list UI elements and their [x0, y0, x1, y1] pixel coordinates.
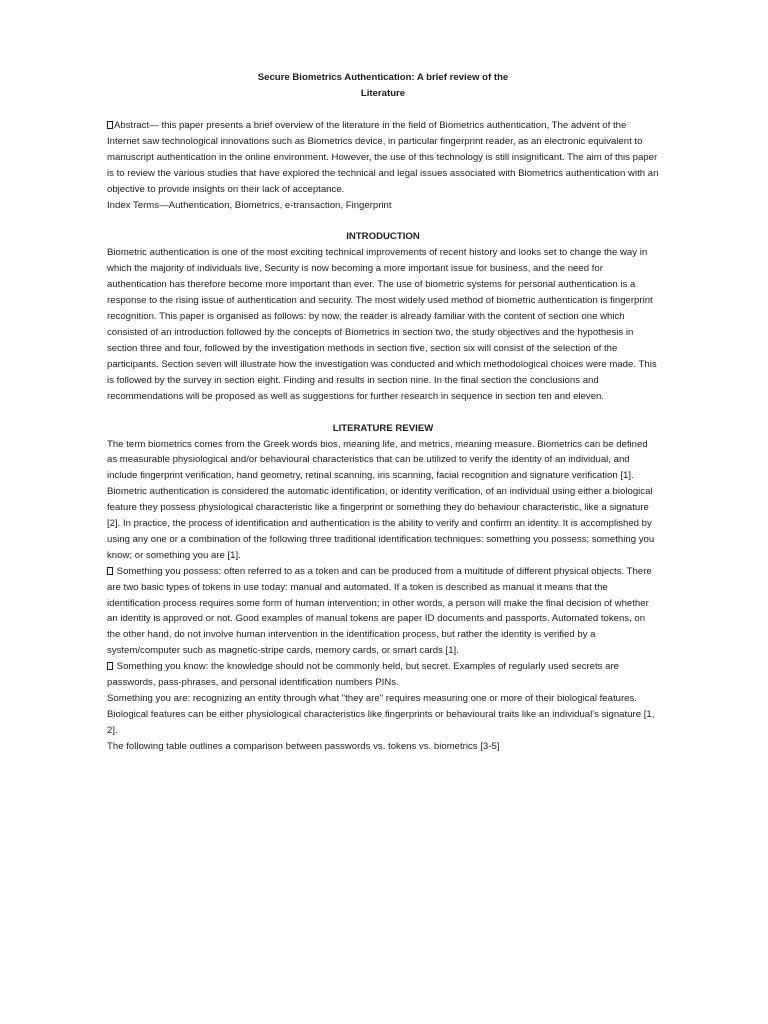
introduction-heading: INTRODUCTION [346, 231, 420, 243]
introduction-paragraph: Biometric authentication is one of the most exciting technical improvements of recent history and looks set to change the way in which the majority of individuals live, Security is now becoming a more important issue for business, and the need for authentication has therefore become more important than ever. The use of biometric systems for personal authentication is a response to the rising issue of authentication and security. The most widely used method of biometric authentication is fingerprint recognition. This paper is organised as follows: by now, the reader is already familiar with the content of section one which consisted of an introduction followed by the concepts of Biometrics in section two, the study objectives and the hypothesis in section three and four, followed by the investigation methods in section five, section six will consist of the selection of the participants. Section seven will illustrate how the investigation was conducted and which methodological choices were made. This is followed by the survey in section eight. Finding and results in section nine. In the final section the conclusions and recommendations will be proposed as well as suggestions for further research in sequence in section ten and eleven. [107, 247, 657, 402]
literature-review-paragraph: The term biometrics comes from the Greek words bios, meaning life, and metrics, meaning measure. Biometrics can be defined as measurable physiological and/or behavioural characteristics that can be utilized to verify the identity of an individual, and include fingerprint verification, hand geometry, retinal scanning, iris scanning, facial recognition and signature verification [1]. Biometric authentication is considered the automatic identification, or identity verification, of an individual using either a biological feature they possess physiological characteristic like a fingerprint or something they do behaviour characteristic, like a signature [2]. In practice, the process of identification and authentication is the ability to verify and confirm an identity. It is accomplished by using any one or a combination of the following three traditional identification techniques: something you possess; something you know; or something you are [1]. [107, 438, 655, 561]
document-page [107, 70, 659, 755]
missing-glyph-icon [107, 567, 113, 575]
something-you-know-item [107, 659, 659, 691]
something-you-know-text: Something you know: the knowledge should not be commonly held, but secret. Examples of regularly used secrets are passwords, pass-phrases, and personal identification numbers PINs. [107, 661, 620, 689]
paper-title-line-1: Secure Biometrics Authentication: A brief review of the [257, 72, 509, 83]
paper-title [107, 70, 659, 102]
something-you-possess-text: Something you possess: often referred to as a token and can be produced from a multitude of different physical objects. There are two basic types of tokens in use today: manual and automated. If a token is described as manual it means that the identification process requires some form of human intervention; in other words, a person will make the final decision of whether an identity is approved or not. Good examples of manual tokens are paper ID documents and passports. Automated tokens, on the other hand, do not involve human intervention in the identification process, but rather the identity is verified by a system/computer such as magnetic-stripe cards, memory cards, or smart cards [1]. [107, 565, 652, 657]
index-terms: Index Terms—Authentication, Biometrics, e-transaction, Fingerprint [107, 199, 392, 211]
missing-glyph-icon [107, 662, 113, 670]
biological-features-paragraph: Biological features can be either physiological characteristics like fingerprints or behavioural traits like an individual's signature [1, 2]. [107, 708, 655, 736]
literature-review-heading: LITERATURE REVIEW [332, 422, 434, 434]
table-intro-paragraph: The following table outlines a comparison between passwords vs. tokens vs. biometrics [3-5] [107, 740, 500, 752]
missing-glyph-icon [107, 121, 113, 129]
abstract-paragraph [107, 118, 659, 198]
abstract-text: Abstract— this paper presents a brief overview of the literature in the field of Biometrics authentication, The advent of the Internet saw technological innovations such as Biometrics device, in particular fingerprint reader, as an electronic equivalent to manuscript authentication in the online environment. However, the use of this technology is still insignificant. The aim of this paper is to review the various studies that have explored the technical and legal issues associated with Biometrics authentication with an objective to provide insights on their lack of acceptance. [107, 120, 659, 195]
paper-title-line-2: Literature [360, 88, 406, 99]
something-you-possess-item [107, 564, 659, 659]
something-you-are-item: Something you are: recognizing an entity through what "they are" requires measuring one or more of their biological features. [107, 693, 637, 704]
